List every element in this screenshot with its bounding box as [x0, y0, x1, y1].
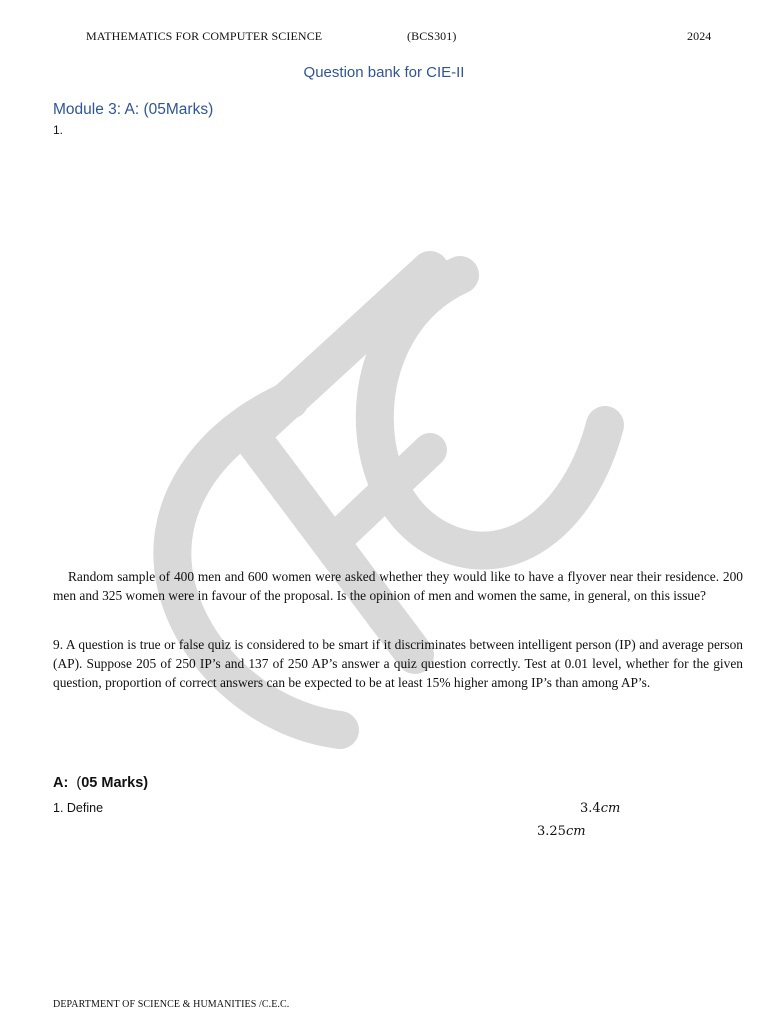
measure-2-number: 3.25	[537, 824, 566, 839]
module-heading: Module 3: A: (05Marks)	[53, 101, 214, 118]
watermark-letter-c-right	[375, 275, 605, 551]
header-course-code: (BCS301)	[407, 29, 457, 43]
section-heading	[53, 775, 148, 791]
measure-1-number: 3.4	[580, 801, 601, 816]
section-marks: 05 Marks)	[81, 775, 149, 791]
measure-2	[537, 824, 586, 839]
header-year: 2024	[687, 29, 712, 43]
measure-2-unit: cm	[565, 824, 586, 839]
cec-watermark	[140, 250, 660, 770]
question-paragraph-1: Random sample of 400 men and 600 women were asked whether they would like to have a flyover near their residence. 200 men and 325 women were in favour of the proposal. Is the opinion of men and women the same, in general, on this issue?	[53, 569, 743, 603]
header-subject: MATHEMATICS FOR COMPUTER SCIENCE	[86, 29, 323, 43]
watermark-letter-e-bar	[335, 450, 430, 540]
page-title: Question bank for CIE-II	[303, 64, 465, 81]
section-label: A:	[53, 775, 69, 791]
measure-1	[580, 801, 620, 816]
section-paren: (	[76, 775, 82, 791]
page-footer: DEPARTMENT OF SCIENCE & HUMANITIES /C.E.C.	[53, 999, 290, 1010]
question-paragraph-9: 9. A question is true or false quiz is considered to be smart if it discriminates between intelligent person (IP) and average person (AP). Suppose 205 of 250 IP’s and 137 of 250 AP’s answer a quiz question correctly. Test at 0.01 level, whether for the given question, proportion of correct answers can be expected to be at least 15% higher among IP’s than among AP’s.	[53, 637, 743, 690]
measure-1-unit: cm	[600, 801, 621, 816]
define-question: 1. Define	[53, 801, 104, 815]
question-1-number: 1.	[53, 123, 64, 137]
